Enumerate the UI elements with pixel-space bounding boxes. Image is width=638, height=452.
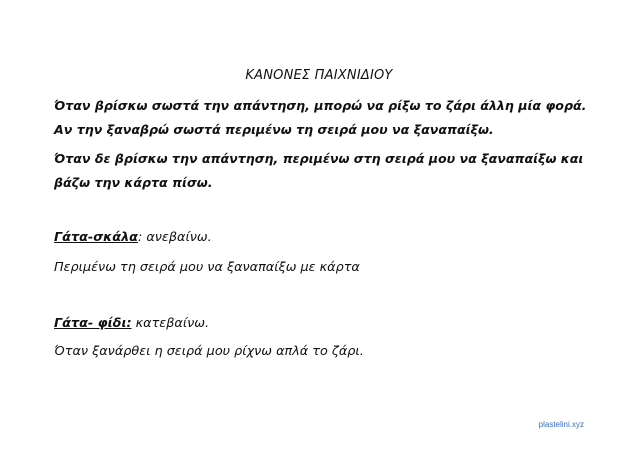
snake-rule [54,316,209,331]
ladder-term: Γάτα-σκάλα [54,230,138,245]
rule-line-1: Όταν βρίσκω σωστά την απάντηση, μπορώ να ρίξω το ζάρι άλλη μία φορά. [54,98,587,113]
ladder-rule [54,230,212,245]
page-title: ΚΑΝΟΝΕΣ ΠΑΙΧΝΙΔΙΟΥ [245,68,393,83]
footer-source-label: plastelini.xyz [538,420,584,429]
ladder-note: Περιμένω τη σειρά μου να ξαναπαίξω με κάρτα [54,260,360,275]
snake-note: Όταν ξανάρθει η σειρά μου ρίχνω απλά το ζάρι. [54,344,364,359]
snake-term: Γάτα- φίδι: [54,316,132,331]
rule-line-2: Αν την ξαναβρώ σωστά περιμένω τη σειρά μου να ξαναπαίξω. [54,122,494,137]
ladder-rest: : ανεβαίνω. [137,230,212,245]
rule-line-4: βάζω την κάρτα πίσω. [54,175,213,190]
rule-line-3: Όταν δε βρίσκω την απάντηση, περιμένω στη σειρά μου να ξαναπαίξω και [54,151,584,166]
snake-rest: κατεβαίνω. [131,316,210,331]
